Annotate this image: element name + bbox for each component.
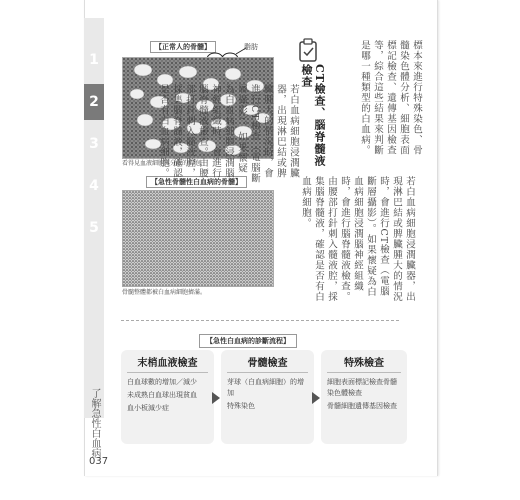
body-text-column-1: 標本來進行特殊染色、骨髓染色體分析、細胞表面標記檢查、遺傳基因檢查等，綜合這些結果來判斷是哪一種類型的白血病。 <box>359 40 422 156</box>
normal-marrow-title: 【正常人的骨髓】 <box>150 41 216 53</box>
section-divider <box>121 320 399 321</box>
normal-marrow-caption: 看得見血液細胞與分散的細胞。 <box>122 160 207 167</box>
chapter-tab-5[interactable]: 5 <box>84 210 104 246</box>
aml-marrow-caption: 骨髓整體都被白血病細胞擠滿。 <box>122 289 207 296</box>
flow-box-heading: 特殊檢查 <box>327 350 401 373</box>
flow-item: 特殊染色 <box>227 402 255 410</box>
chapter-tabs <box>84 18 104 418</box>
side-chapter-title: 了解急性白血病 <box>89 388 100 458</box>
page-number: 037 <box>89 456 109 467</box>
flow-arrow-right-icon <box>312 392 320 404</box>
flow-item: 骨髓細胞遺傳基因檢查 <box>327 402 397 410</box>
chapter-tab-4[interactable]: 4 <box>84 168 104 204</box>
flow-box-peripheral-blood <box>121 350 214 444</box>
chapter-tab-1[interactable]: 1 <box>84 42 104 78</box>
chapter-tab-3[interactable]: 3 <box>84 126 104 162</box>
fat-callout-label: 脂肪 <box>244 43 258 51</box>
aml-marrow-micrograph <box>123 191 273 286</box>
flow-box-special-tests <box>321 350 407 444</box>
clipboard-icon <box>298 38 318 62</box>
chapter-tab-2[interactable]: 2 <box>84 84 104 120</box>
body-text-column-2: 若白血病細胞浸潤臟器，出現淋巴結或脾臟腫大的情況時，會進行CT檢查（電腦斷層攝影）。如果懷疑為白血病細胞浸潤腦神經組織時，會進行腦脊髓液檢查。由腰部打針刺入髓液腔，採集腦脊髓液，確認是否有白血病細胞。 <box>300 176 415 302</box>
flow-box-bone-marrow <box>221 350 314 444</box>
flow-item: 白血球數的增加／減少 <box>127 378 197 386</box>
flow-box-heading: 骨髓檢查 <box>227 350 308 373</box>
flow-item: 未成熟白血球出現貧血 <box>127 391 197 399</box>
flow-item: 芽球（白血病細胞）的增加 <box>227 378 304 397</box>
flow-arrow-right-icon <box>212 392 220 404</box>
aml-marrow-title: 【急性骨髓性白血病的骨髓】 <box>146 176 247 188</box>
aml-marrow-image <box>122 190 274 287</box>
body-text-column-2a: 若白血病細胞浸潤臟器，出現淋巴結或脾臟腫大的情況時，會進行CT檢查（電腦斷層攝影）。如果懷疑為白血病細胞浸潤腦神經組織時，會進行腦脊髓液檢查。由腰部打針刺入髓液腔，採集腦脊髓液，確認是否有白血病細胞。 <box>158 84 299 184</box>
flow-item: 血小板減少症 <box>127 404 169 412</box>
diagnosis-flow-title: 【急性白血病的診斷流程】 <box>199 334 297 348</box>
flow-item: 細胞表面標記檢查骨髓染色體檢查 <box>327 378 397 397</box>
section-heading-ct-csf: CT檢查、腦脊髓液檢查 <box>300 64 326 167</box>
flow-box-heading: 末梢血液檢查 <box>127 350 208 373</box>
